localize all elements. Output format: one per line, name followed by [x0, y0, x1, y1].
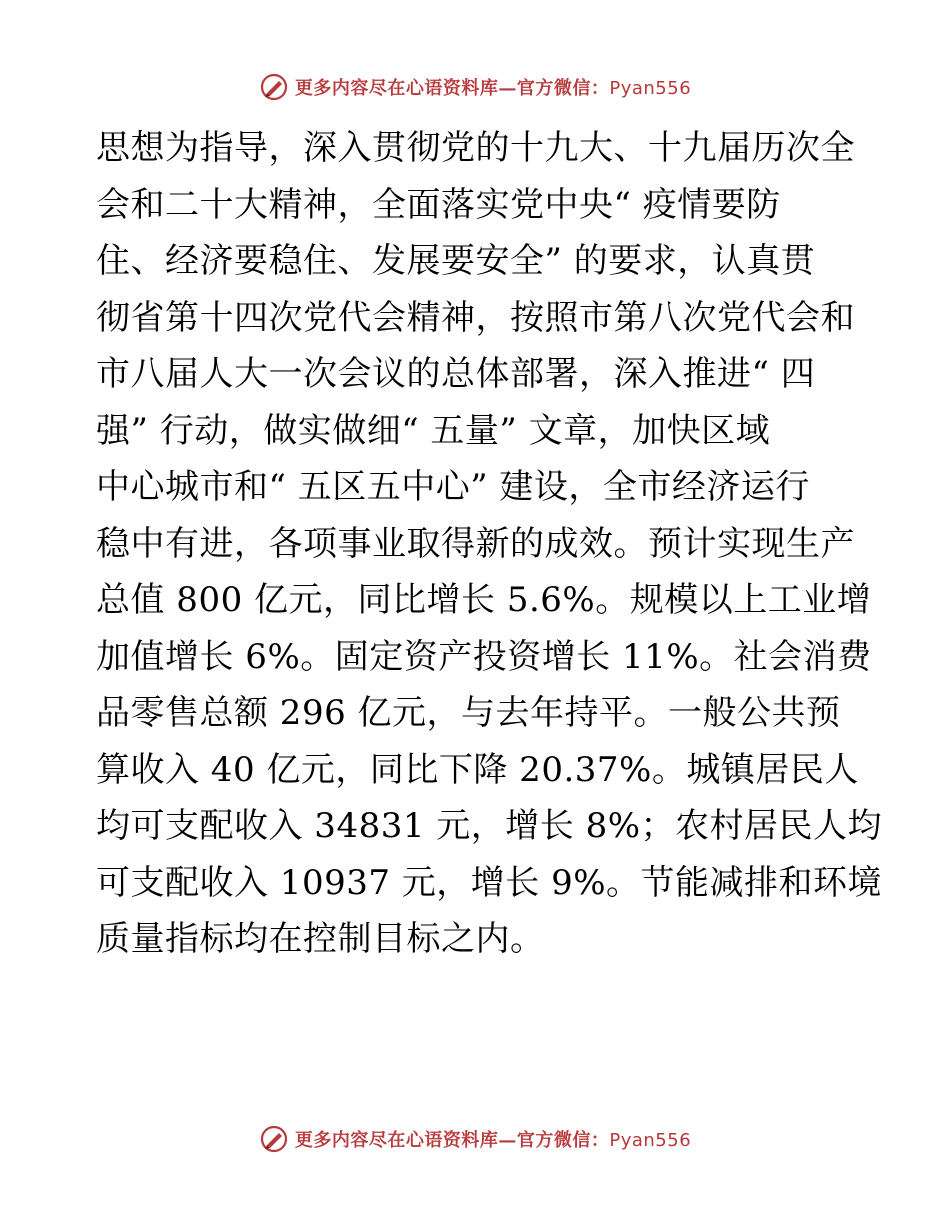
text-line: 市八届人大一次会议的总体部署，深入推进“ 四	[96, 354, 816, 394]
text-line: 总值 800 亿元，同比增长 5.6%。规模以上工业增	[96, 580, 872, 620]
text-line: 加值增长 6%。固定资产投资增长 11%。社会消费	[96, 636, 872, 677]
text-line: 均可支配收入 34831 元，增长 8%；农村居民人均	[96, 806, 883, 846]
watermark-text: 更多内容尽在心语资料库—官方微信：	[294, 78, 610, 99]
header-watermark	[0, 72, 950, 102]
text-line: 会和二十大精神，全面落实党中央“ 疫情要防	[96, 184, 781, 225]
text-line: 可支配收入 10937 元，增长 9%。节能减排和环境	[96, 862, 883, 903]
footer-watermark	[0, 1124, 950, 1154]
watermark-text: 更多内容尽在心语资料库—官方微信：	[294, 1130, 610, 1151]
watermark-account: Pyan556	[609, 78, 692, 99]
text-line: 思想为指导，深入贯彻党的十九大、十九届历次全	[96, 128, 855, 168]
text-line: 中心城市和“ 五区五中心” 建设，全市经济运行	[96, 467, 810, 507]
text-line: 算收入 40 亿元，同比下降 20.37%。城镇居民人	[96, 749, 859, 790]
watermark-account: Pyan556	[609, 1130, 692, 1151]
text-line: 住、经济要稳住、发展要安全” 的要求，认真贯	[96, 241, 816, 281]
pen-circle-logo-icon	[259, 72, 289, 102]
text-line: 品零售总额 296 亿元，与去年持平。一般公共预	[96, 693, 841, 733]
document-body	[96, 120, 883, 968]
text-line: 彻省第十四次党代会精神，按照市第八次党代会和	[96, 297, 855, 338]
pen-circle-logo-icon	[259, 1124, 289, 1154]
text-line: 稳中有进，各项事业取得新的成效。预计实现生产	[96, 523, 855, 564]
text-line: 强” 行动，做实做细“ 五量” 文章，加快区域	[96, 410, 771, 451]
text-line: 质量指标均在控制目标之内。	[96, 919, 545, 959]
